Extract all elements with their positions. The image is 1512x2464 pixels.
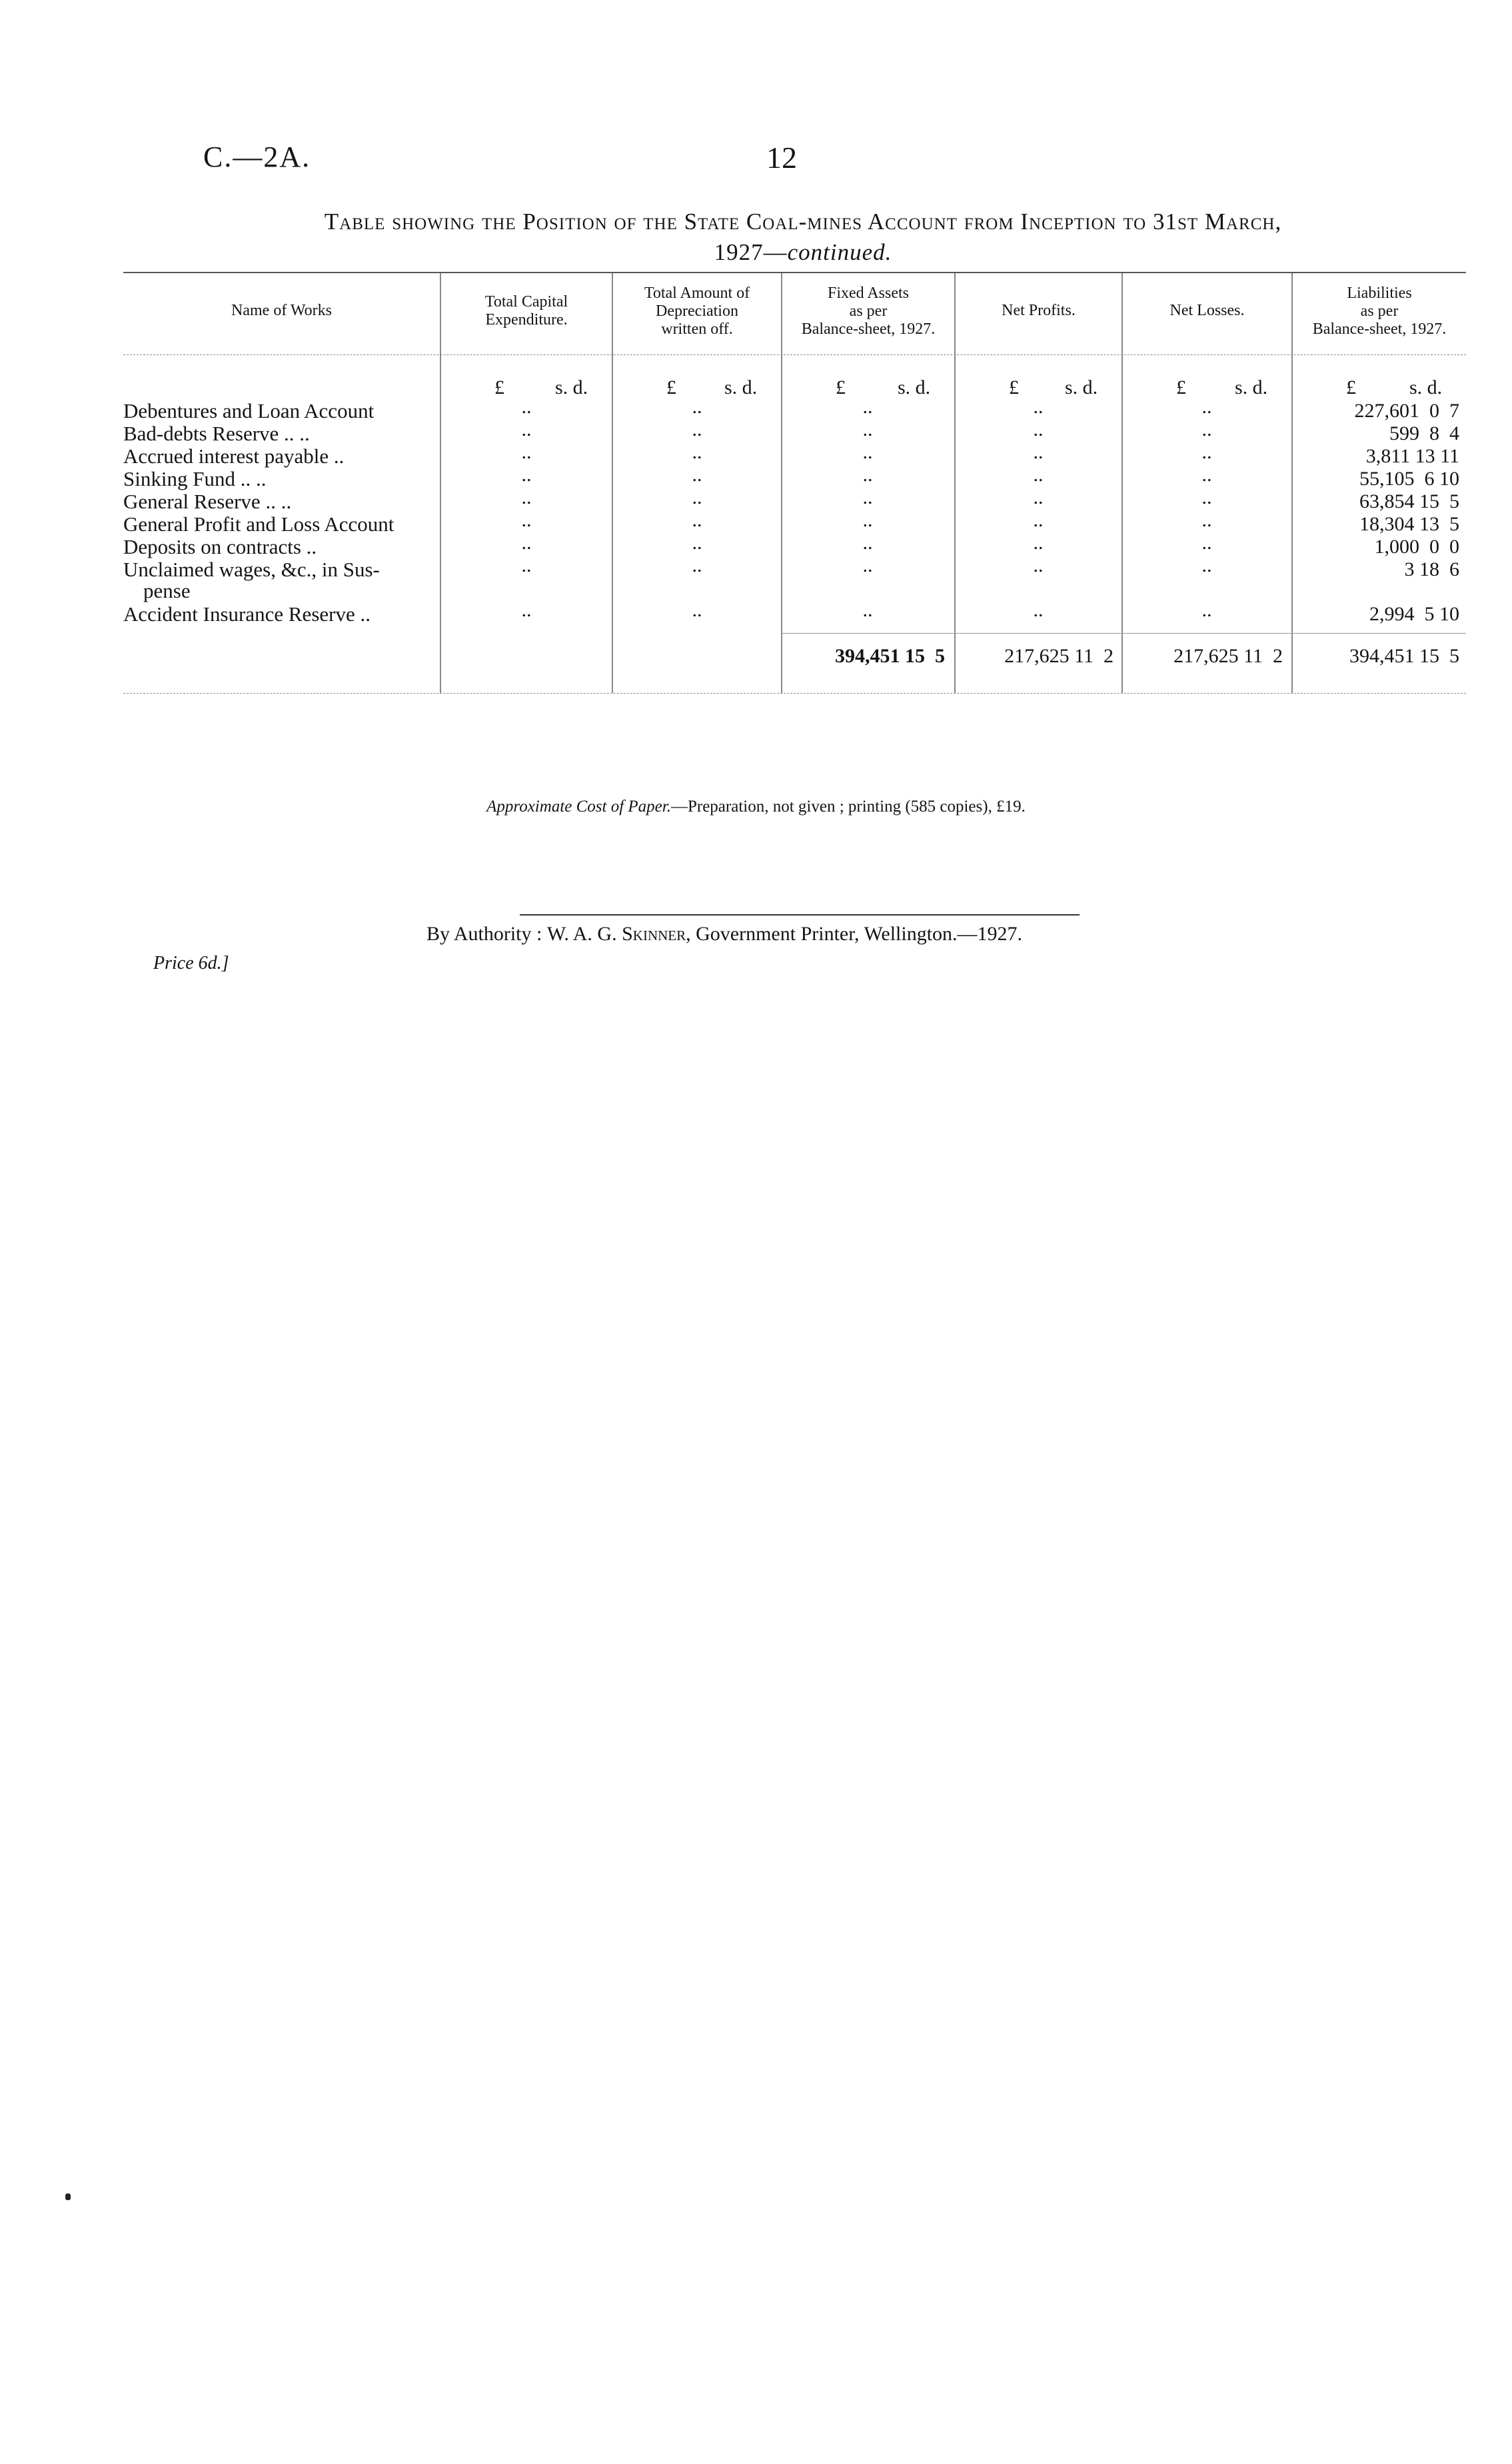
empty-cell-marker: .. xyxy=(692,509,702,531)
totals-rule xyxy=(782,633,1466,634)
row-name: Sinking Fund .. .. xyxy=(123,467,267,490)
shillings-pence-unit-label: s. d. xyxy=(898,376,931,398)
table-top-rule xyxy=(123,272,1466,273)
header-line: Expenditure. xyxy=(485,311,568,328)
empty-cell-marker: .. xyxy=(521,396,532,418)
empty-cell-marker: .. xyxy=(862,486,873,508)
empty-cell-marker: .. xyxy=(692,532,702,554)
liabilities-value: 1,000 0 0 xyxy=(1374,536,1459,558)
empty-cell-marker: .. xyxy=(692,554,702,576)
empty-cell-marker: .. xyxy=(521,532,532,554)
shillings-pence-unit-label: s. d. xyxy=(724,376,758,398)
total-fixed-assets: 394,451 15 5 xyxy=(835,645,945,667)
liabilities-value: 3,811 13 11 xyxy=(1365,445,1459,467)
shillings-pence-unit-label: s. d. xyxy=(1235,376,1268,398)
empty-cell-marker: .. xyxy=(1033,396,1044,418)
empty-cell-marker: .. xyxy=(521,418,532,440)
title-continued: continued. xyxy=(787,239,892,265)
table-bottom-rule xyxy=(123,693,1466,694)
title-line-1: Table showing the Position of the State Coal-mines Account from Inception to 31st March, xyxy=(324,209,1282,235)
empty-cell-marker: .. xyxy=(862,441,873,463)
title-line-2 xyxy=(140,237,1466,268)
authority-rule xyxy=(520,914,1080,916)
header-bottom-rule xyxy=(123,354,1466,355)
shillings-pence-unit-label: s. d. xyxy=(1409,376,1443,398)
row-name-continuation: pense xyxy=(143,579,191,602)
empty-cell-marker: .. xyxy=(1033,464,1044,486)
header-depreciation xyxy=(613,285,781,338)
total-net-losses: 217,625 11 2 xyxy=(1173,645,1283,667)
empty-cell-marker: .. xyxy=(692,418,702,440)
empty-cell-marker: .. xyxy=(1033,486,1044,508)
empty-cell-marker: .. xyxy=(1033,554,1044,576)
row-name: General Reserve .. .. xyxy=(123,490,292,513)
pound-unit-label: £ xyxy=(1346,376,1356,398)
empty-cell-marker: .. xyxy=(1201,418,1212,440)
authority-prefix: By Authority : xyxy=(426,923,542,945)
header-line: Fixed Assets xyxy=(827,285,909,302)
empty-cell-marker: .. xyxy=(692,599,702,621)
empty-cell-marker: .. xyxy=(1201,396,1212,418)
empty-cell-marker: .. xyxy=(1201,532,1212,554)
row-name: Accrued interest payable .. xyxy=(123,444,345,468)
empty-cell-marker: .. xyxy=(1033,441,1044,463)
liabilities-value: 3 18 6 xyxy=(1404,558,1459,580)
empty-cell-marker: .. xyxy=(862,554,873,576)
empty-cell-marker: .. xyxy=(862,418,873,440)
document-reference: C.—2A. xyxy=(203,141,311,173)
header-line: Liabilities xyxy=(1347,285,1412,302)
empty-cell-marker: .. xyxy=(1201,464,1212,486)
header-net-losses: Net Losses. xyxy=(1169,302,1245,319)
empty-cell-marker: .. xyxy=(1201,509,1212,531)
header-line: as per xyxy=(849,303,888,320)
empty-cell-marker: .. xyxy=(692,486,702,508)
empty-cell-marker: .. xyxy=(862,599,873,621)
header-line: Balance-sheet, 1927. xyxy=(801,320,936,338)
price-label: Price 6d.] xyxy=(153,953,229,973)
header-liabilities xyxy=(1293,285,1466,338)
header-line: as per xyxy=(1360,303,1399,320)
header-total-capital xyxy=(441,293,612,329)
authority-suffix: , Government Printer, Wellington.—1927. xyxy=(686,923,1023,945)
empty-cell-marker: .. xyxy=(862,532,873,554)
empty-cell-marker: .. xyxy=(1033,599,1044,621)
shillings-pence-unit-label: s. d. xyxy=(555,376,588,398)
header-line: Balance-sheet, 1927. xyxy=(1312,320,1447,338)
row-name: Accident Insurance Reserve .. xyxy=(123,602,371,626)
pound-unit-label: £ xyxy=(666,376,676,398)
pound-unit-label: £ xyxy=(836,376,846,398)
empty-cell-marker: .. xyxy=(521,509,532,531)
header-line: Depreciation xyxy=(656,303,738,320)
liabilities-value: 2,994 5 10 xyxy=(1369,603,1459,625)
pound-unit-label: £ xyxy=(1009,376,1019,398)
pound-unit-label: £ xyxy=(494,376,504,398)
printer-authority xyxy=(426,923,1022,945)
row-name: Unclaimed wages, &c., in Sus- xyxy=(123,558,380,581)
table-title xyxy=(140,207,1466,268)
row-name: Deposits on contracts .. xyxy=(123,535,317,558)
row-name: Debentures and Loan Account xyxy=(123,399,375,422)
total-net-profits: 217,625 11 2 xyxy=(1004,645,1114,667)
empty-cell-marker: .. xyxy=(1201,554,1212,576)
stray-ink-mark xyxy=(65,2193,71,2200)
empty-cell-marker: .. xyxy=(1201,486,1212,508)
liabilities-value: 55,105 6 10 xyxy=(1359,468,1459,490)
liabilities-value: 18,304 13 5 xyxy=(1359,513,1459,535)
empty-cell-marker: .. xyxy=(1201,599,1212,621)
column-divider xyxy=(954,273,956,693)
row-name: Bad-debts Reserve .. .. xyxy=(123,422,310,445)
empty-cell-marker: .. xyxy=(521,464,532,486)
liabilities-value: 599 8 4 xyxy=(1389,422,1459,444)
column-divider xyxy=(440,273,441,693)
page-number: 12 xyxy=(766,141,797,175)
empty-cell-marker: .. xyxy=(862,509,873,531)
header-line: Total Amount of xyxy=(644,285,750,302)
cost-text: —Preparation, not given ; printing (585 copies), £19. xyxy=(670,798,1026,816)
empty-cell-marker: .. xyxy=(692,441,702,463)
header-net-profits: Net Profits. xyxy=(1002,302,1076,319)
row-name: General Profit and Loss Account xyxy=(123,512,394,536)
header-name-of-works: Name of Works xyxy=(231,302,332,319)
empty-cell-marker: .. xyxy=(862,396,873,418)
empty-cell-marker: .. xyxy=(1033,418,1044,440)
pound-unit-label: £ xyxy=(1176,376,1186,398)
empty-cell-marker: .. xyxy=(692,396,702,418)
liabilities-value: 63,854 15 5 xyxy=(1359,490,1459,512)
empty-cell-marker: .. xyxy=(1033,509,1044,531)
printer-name: W. A. G. Skinner xyxy=(546,923,686,945)
header-line: written off. xyxy=(661,320,733,338)
empty-cell-marker: .. xyxy=(1201,441,1212,463)
empty-cell-marker: .. xyxy=(1033,532,1044,554)
empty-cell-marker: .. xyxy=(521,486,532,508)
empty-cell-marker: .. xyxy=(521,599,532,621)
liabilities-value: 227,601 0 7 xyxy=(1354,400,1459,422)
cost-of-paper-note xyxy=(0,798,1512,816)
empty-cell-marker: .. xyxy=(862,464,873,486)
header-line: Total Capital xyxy=(484,293,568,310)
cost-label: Approximate Cost of Paper. xyxy=(486,798,671,816)
column-divider xyxy=(1122,273,1123,693)
total-liabilities: 394,451 15 5 xyxy=(1349,645,1459,667)
title-year: 1927— xyxy=(714,239,788,265)
empty-cell-marker: .. xyxy=(521,554,532,576)
shillings-pence-unit-label: s. d. xyxy=(1065,376,1098,398)
header-fixed-assets xyxy=(782,285,954,338)
empty-cell-marker: .. xyxy=(692,464,702,486)
empty-cell-marker: .. xyxy=(521,441,532,463)
